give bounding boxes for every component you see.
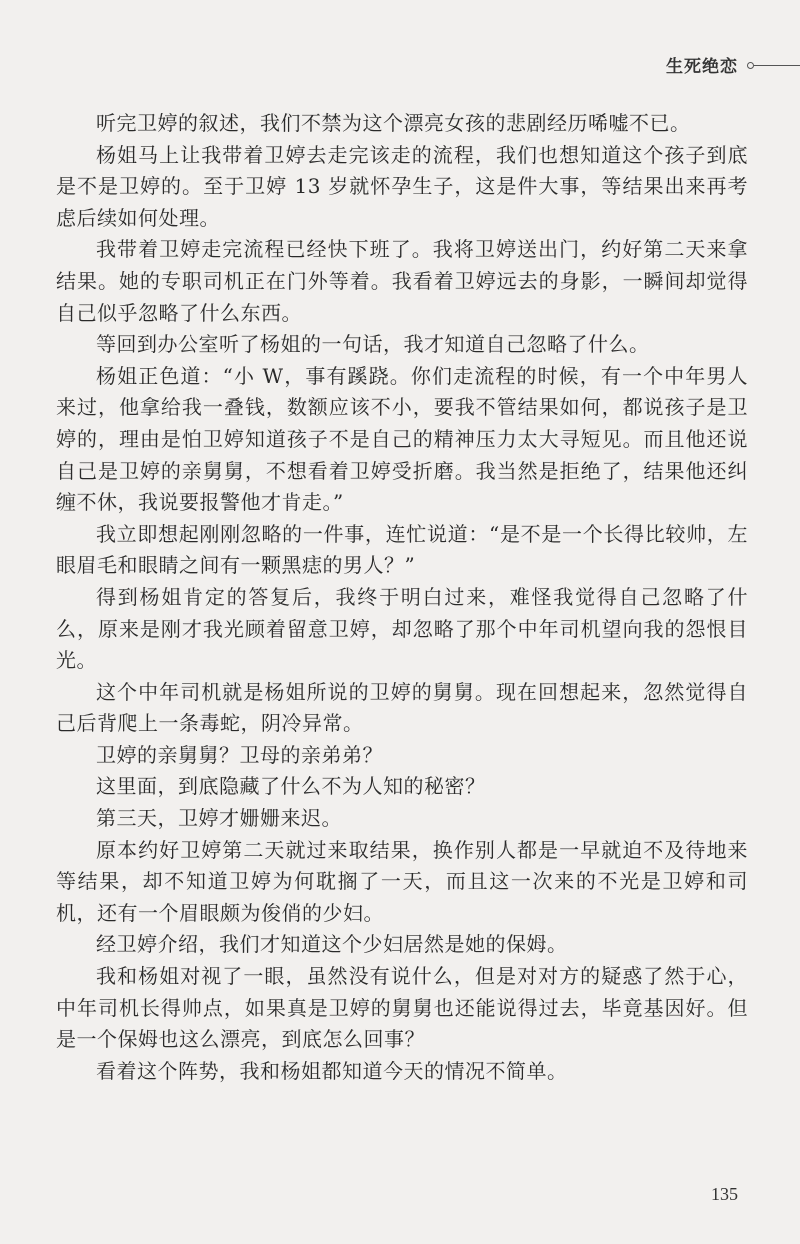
paragraph: 杨姐正色道：“小 W，事有蹊跷。你们走流程的时候，有一个中年男人来过，他拿给我一叠钱，数额应该不小，要我不管结果如何，都说孩子是卫婷的，理由是怕卫婷知道孩子不是自己的精神压力太大寻短见。而且他还说自己是卫婷的亲舅舅，不想看着卫婷受折磨。我当然是拒绝了，结果他还纠缠不休，我说要报警他才肯走。” bbox=[56, 363, 748, 515]
paragraph: 我和杨姐对视了一眼，虽然没有说什么，但是对对方的疑惑了然于心，中年司机长得帅点，如果真是卫婷的舅舅也还能说得过去，毕竟基因好。但是一个保姆也这么漂亮，到底怎么回事？ bbox=[56, 964, 748, 1052]
paragraph: 看着这个阵势，我和杨姐都知道今天的情况不简单。 bbox=[96, 1058, 568, 1083]
running-header bbox=[630, 50, 800, 80]
chapter-title: 生死绝恋 bbox=[666, 57, 738, 77]
paragraph: 经卫婷介绍，我们才知道这个少妇居然是她的保姆。 bbox=[96, 932, 568, 957]
paragraph: 我立即想起刚刚忽略的一件事，连忙说道：“是不是一个长得比较帅，左眼眉毛和眼睛之间有一颗黑痣的男人？” bbox=[56, 521, 748, 578]
paragraph: 这个中年司机就是杨姐所说的卫婷的舅舅。现在回想起来，忽然觉得自己后背爬上一条毒蛇，阴冷异常。 bbox=[56, 679, 748, 736]
paragraph: 这里面，到底隐藏了什么不为人知的秘密？ bbox=[96, 774, 486, 799]
paragraph: 听完卫婷的叙述，我们不禁为这个漂亮女孩的悲剧经历唏嘘不已。 bbox=[96, 111, 691, 135]
paragraph: 得到杨姐肯定的答复后，我终于明白过来，难怪我觉得自己忽略了什么，原来是刚才我光顾着留意卫婷，却忽略了那个中年司机望向我的怨恨目光。 bbox=[56, 584, 748, 673]
paragraph: 等回到办公室听了杨姐的一句话，我才知道自己忽略了什么。 bbox=[96, 332, 650, 357]
paragraph: 我带着卫婷走完流程已经快下班了。我将卫婷送出门，约好第二天来拿结果。她的专职司机正在门外等着。我看着卫婷远去的身影，一瞬间却觉得自己似乎忽略了什么东西。 bbox=[56, 237, 748, 325]
paragraph: 卫婷的亲舅舅？卫母的亲弟弟？ bbox=[96, 742, 383, 767]
paragraph: 原本约好卫婷第二天就过来取结果，换作别人都是一早就迫不及待地来等结果，却不知道卫婷为何耽搁了一天，而且这一次来的不光是卫婷和司机，还有一个眉眼颇为俊俏的少妇。 bbox=[56, 837, 748, 925]
page-number: 135 bbox=[711, 1184, 738, 1204]
page-body bbox=[56, 108, 748, 1087]
paragraph: 第三天，卫婷才姗姗来迟。 bbox=[96, 806, 342, 831]
paragraph: 杨姐马上让我带着卫婷去走完该走的流程，我们也想知道这个孩子到底是不是卫婷的。至于卫婷 13 岁就怀孕生子，这是件大事，等结果出来再考虑后续如何处理。 bbox=[56, 142, 748, 230]
header-rule-line bbox=[754, 65, 800, 66]
header-circle-ornament bbox=[747, 62, 754, 69]
